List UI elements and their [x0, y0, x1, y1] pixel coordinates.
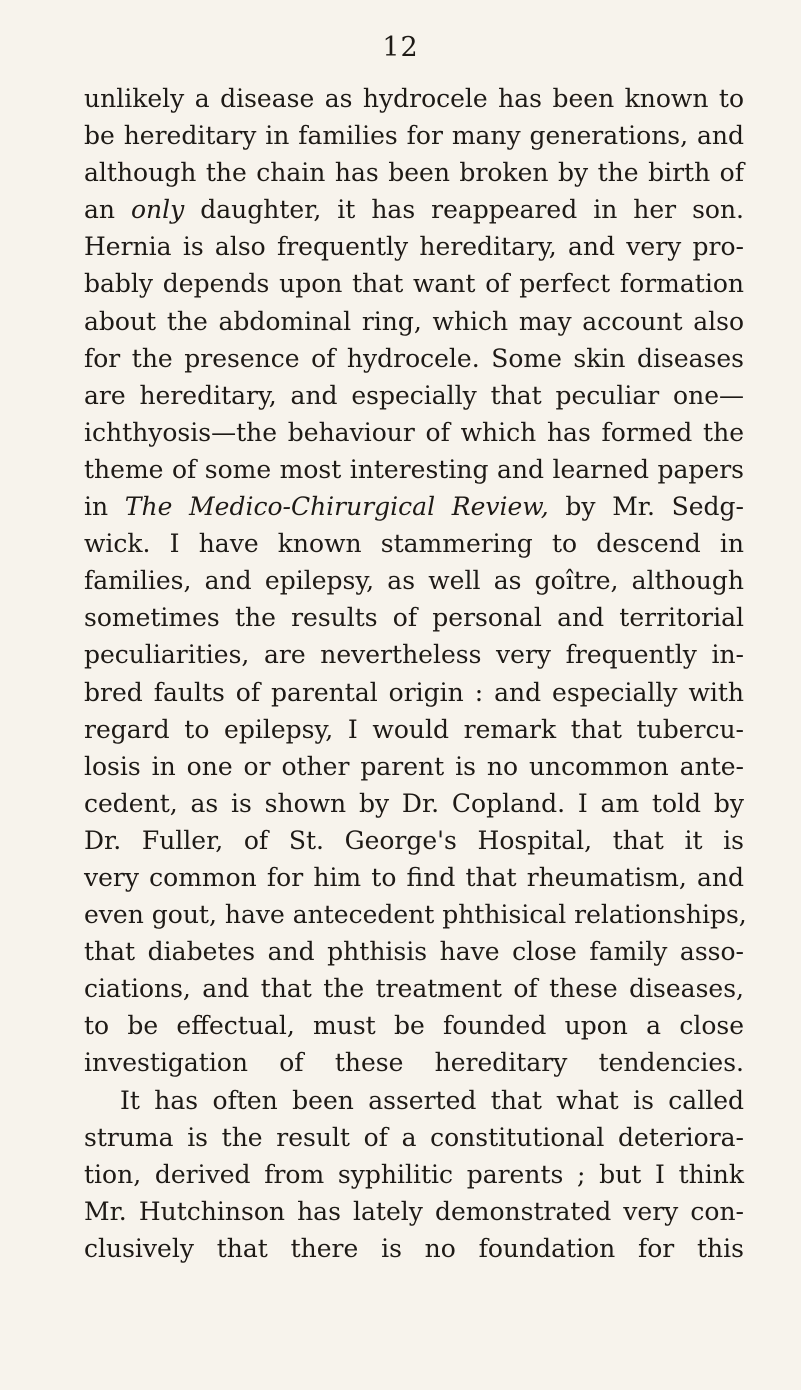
text-line: although the chain has been broken by the birth of: [84, 158, 744, 188]
text-run: in: [84, 492, 125, 522]
text-line: clusively that there is no foundation for this: [84, 1233, 744, 1263]
text-line: even gout, have antecedent phthisical relationships,: [84, 900, 747, 930]
text-line: be hereditary in families for many generations, and: [84, 121, 744, 151]
text-line: are hereditary, and especially that peculiar one—: [84, 380, 744, 410]
text-line: losis in one or other parent is no uncommon ante-: [84, 751, 744, 781]
text-line: ichthyosis—the behaviour of which has formed the: [84, 417, 744, 447]
text-line: bred faults of parental origin : and especially with: [84, 677, 744, 707]
text-line: tion, derived from syphilitic parents ; but I think: [84, 1159, 744, 1189]
text-line: Dr. Fuller, of St. George's Hospital, that it is: [84, 825, 744, 855]
text-line: for the presence of hydrocele. Some skin diseases: [84, 343, 744, 373]
text-line: unlikely a disease as hydrocele has been known to: [84, 84, 744, 113]
text-line: theme of some most interesting and learned papers: [84, 454, 744, 484]
text-line: bably depends upon that want of perfect formation: [84, 269, 744, 299]
body-text: [84, 80, 747, 1267]
text-run: daughter, it has reappeared in her son.: [184, 195, 745, 225]
page-number: 12: [382, 32, 419, 63]
text-line: wick. I have known stammering to descend in: [84, 529, 744, 559]
text-line: regard to epilepsy, I would remark that tubercu-: [84, 714, 744, 744]
text-line: struma is the result of a constitutional deteriora-: [84, 1122, 744, 1152]
text-run: an: [84, 195, 131, 225]
text-run: by Mr. Sedg-: [548, 492, 745, 522]
text-line: Mr. Hutchinson has lately demonstrated very con-: [84, 1196, 744, 1226]
text-line: [84, 488, 744, 525]
journal-title: The Medico-Chirurgical Review,: [124, 492, 549, 522]
text-line: peculiarities, are nevertheless very frequently in-: [84, 640, 744, 670]
text-line: [84, 191, 744, 228]
text-line: that diabetes and phthisis have close family asso-: [84, 937, 744, 967]
text-line: ciations, and that the treatment of these diseases,: [84, 974, 744, 1004]
text-line: to be effectual, must be founded upon a close: [84, 1011, 744, 1041]
text-line: about the abdominal ring, which may account also: [84, 306, 744, 336]
text-line: families, and epilepsy, as well as goître, although: [84, 566, 744, 596]
text-line: Hernia is also frequently hereditary, and very pro-: [84, 232, 744, 262]
text-line: It has often been asserted that what is called: [120, 1085, 744, 1115]
text-line: investigation of these hereditary tendencies.: [84, 1048, 744, 1078]
italic-emphasis: only: [130, 195, 185, 225]
text-line: sometimes the results of personal and territorial: [84, 603, 744, 633]
text-line: cedent, as is shown by Dr. Copland. I am told by: [84, 788, 744, 818]
text-line: very common for him to find that rheumatism, and: [84, 862, 744, 892]
